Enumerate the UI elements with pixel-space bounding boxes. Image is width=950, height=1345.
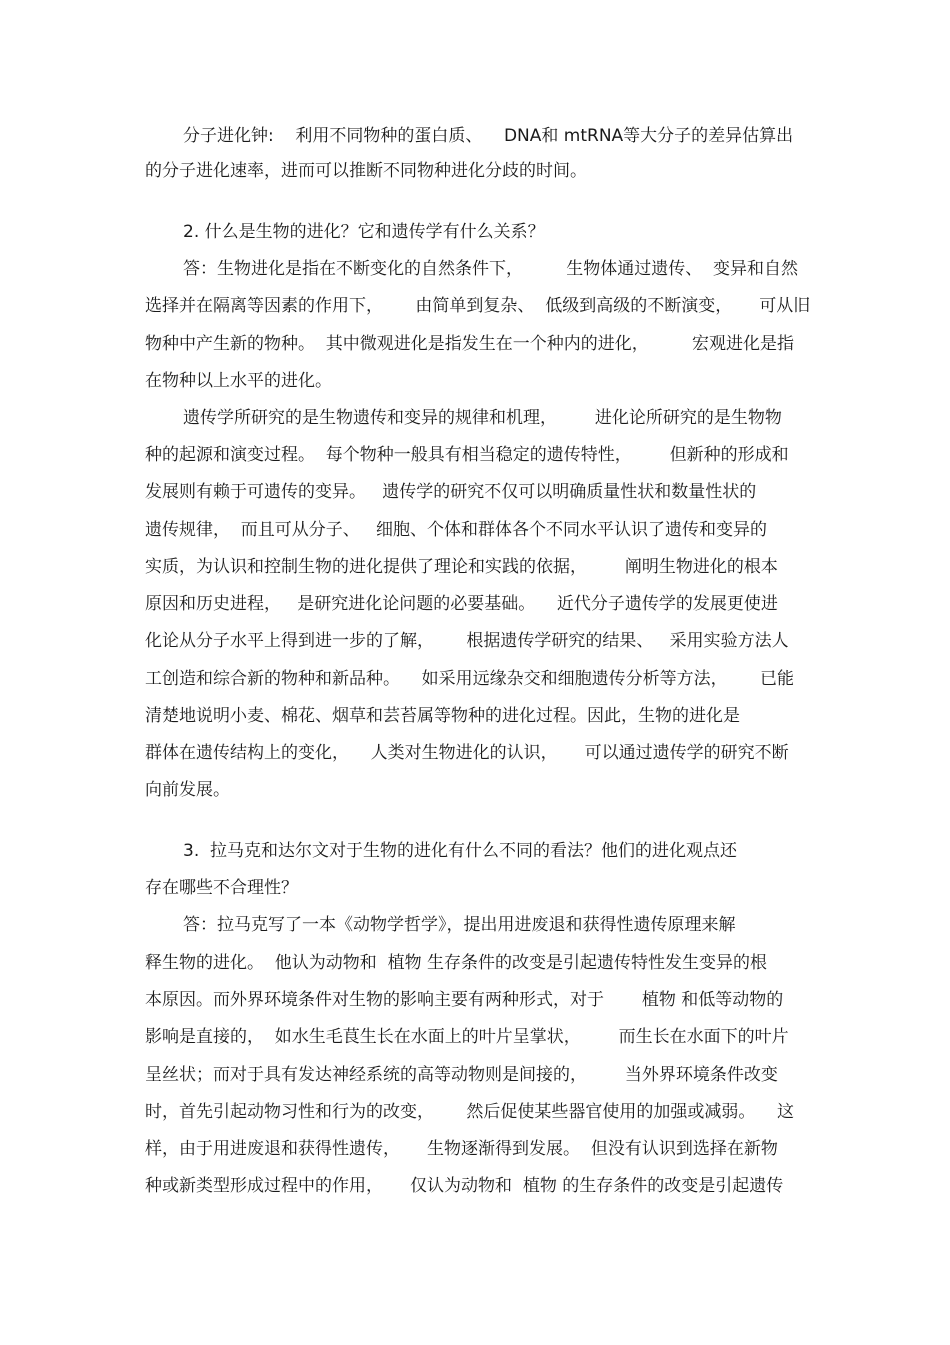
text-line: 选择并在隔离等因素的作用下， 由简单到复杂、 低级到高级的不断演变， 可从旧 (145, 296, 811, 316)
text-line: 时，首先引起动物习性和行为的改变， 然后促使某些器官使用的加强或减弱。 这 (145, 1102, 795, 1122)
text-line: 答：拉马克写了一本《动物学哲学》，提出用进废退和获得性遗传原理来解 (183, 915, 736, 935)
text-line: 实质，为认识和控制生物的进化提供了理论和实践的依据， 阐明生物进化的根本 (145, 557, 778, 577)
text-line: 群体在遗传结构上的变化， 人类对生物进化的认识， 可以通过遗传学的研究不断 (145, 743, 789, 763)
text-line: 3. 拉马克和达尔文对于生物的进化有什么不同的看法？他们的进化观点还 (183, 841, 738, 861)
text-line: 工创造和综合新的物种和新品种。 如采用远缘杂交和细胞遗传分析等方法， 已能 (145, 669, 795, 689)
text-line: 向前发展。 (145, 780, 230, 800)
text-line: 原因和历史进程， 是研究进化论问题的必要基础。 近代分子遗传学的发展更使进 (145, 594, 778, 614)
text-line: 遗传学所研究的是生物遗传和变异的规律和机理， 进化论所研究的是生物物 (183, 408, 782, 428)
text-line: 答：生物进化是指在不断变化的自然条件下， 生物体通过遗传、 变异和自然 (183, 259, 799, 279)
text-line: 分子进化钟: 利用不同物种的蛋白质、 DNA和 mtRNA等大分子的差异估算出 (183, 126, 794, 146)
text-line: 化论从分子水平上得到进一步的了解， 根据遗传学研究的结果、 采用实验方法人 (145, 631, 789, 651)
text-line: 影响是直接的， 如水生毛茛生长在水面上的叶片呈掌状， 而生长在水面下的叶片 (145, 1027, 789, 1047)
text-line: 存在哪些不合理性？ (145, 878, 298, 898)
text-line: 2. 什么是生物的进化？它和遗传学有什么关系？ (183, 222, 545, 242)
text-line: 物种中产生新的物种。 其中微观进化是指发生在一个种内的进化， 宏观进化是指 (145, 334, 795, 354)
text-line: 遗传规律， 而且可从分子、 细胞、个体和群体各个不同水平认识了遗传和变异的 (145, 520, 768, 540)
text-line: 释生物的进化。 他认为动物和 植物 生存条件的改变是引起遗传特性发生变异的根 (145, 953, 768, 973)
text-line: 清楚地说明小麦、棉花、烟草和芸苔属等物种的进化过程。因此，生物的进化是 (145, 706, 740, 726)
text-line: 呈丝状；而对于具有发达神经系统的高等动物则是间接的， 当外界环境条件改变 (145, 1065, 778, 1085)
text-line: 样，由于用进废退和获得性遗传， 生物逐渐得到发展。 但没有认识到选择在新物 (145, 1139, 778, 1159)
text-line: 种的起源和演变过程。 每个物种一般具有相当稳定的遗传特性， 但新种的形成和 (145, 445, 789, 465)
text-line: 的分子进化速率，进而可以推断不同物种进化分歧的时间。 (145, 161, 587, 181)
text-line: 种或新类型形成过程中的作用， 仅认为动物和 植物 的生存条件的改变是引起遗传 (145, 1176, 784, 1196)
text-line: 在物种以上水平的进化。 (145, 371, 332, 391)
text-line: 发展则有赖于可遗传的变异。 遗传学的研究不仅可以明确质量性状和数量性状的 (145, 482, 757, 502)
text-line: 本原因。而外界环境条件对生物的影响主要有两种形式，对于 植物 和低等动物的 (145, 990, 784, 1010)
